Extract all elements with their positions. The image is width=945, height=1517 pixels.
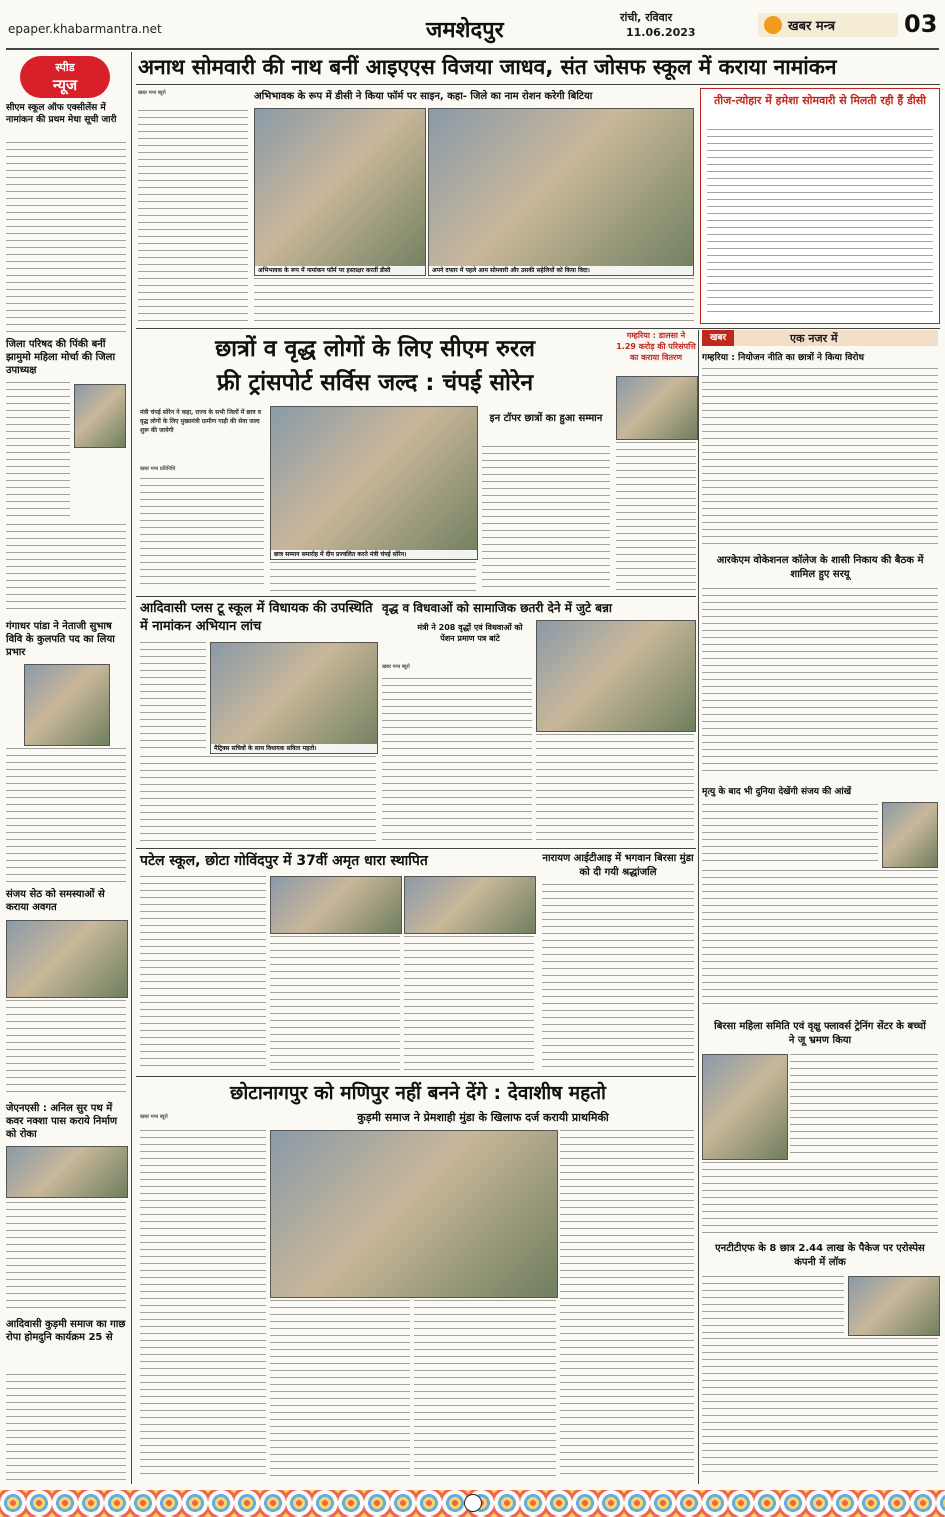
side-box-body (707, 129, 933, 317)
vridh-photo (536, 620, 696, 732)
speed-news-headline: गंगाधर पांडा ने नेताजी सुभाष विवि के कुलपति पद का लिया प्रभार (6, 621, 115, 658)
lead-photo-form-signing (254, 108, 426, 276)
adivasi-headline: आदिवासी प्लस टू स्कूल में विधायक की उपस्थिति में नामांकन अभियान लांच (140, 601, 373, 634)
lead-headline: अनाथ सोमवारी की नाथ बनीं आइएएस विजया जाधव, संत जोसफ स्कूल में कराया नामांकन (138, 55, 837, 79)
header-rule (6, 48, 939, 50)
speed-news-headline: सीएम स्कूल ऑफ एक्सीलेंस में नामांकन की प्रथम मेधा सूची जारी (6, 103, 117, 125)
ek-nazar-body (702, 804, 878, 866)
ek-nazar-body (702, 870, 938, 1010)
speed-news-body (6, 142, 126, 332)
devashish-body-col4 (560, 1130, 694, 1480)
speed-news-headline: आदिवासी कुड़मी समाज का गाछ रोपा होमदुनि कार्यक्रम 25 से (6, 1319, 126, 1343)
ek-nazar-body (702, 1338, 938, 1478)
ek-nazar-headline: एनटीटीएफ के 8 छात्र 2.44 लाख के पैकेज पर एरोस्पेस कंपनी में लॉक (715, 1243, 925, 1268)
lead-subhead: अभिभावक के रूप में डीसी ने किया फॉर्म पर साइन, कहा- जिले का नाम रोशन करेगी बिटिया (254, 91, 593, 102)
devashish-photo (270, 1130, 558, 1298)
speed-news-logo-top: स्पीड (55, 61, 75, 74)
lead-body-col1 (138, 110, 248, 322)
section-rule (136, 1076, 696, 1077)
vridh-byline: खबर मन्त्र ब्यूरो (382, 664, 410, 670)
devashish-body-col2 (270, 1300, 410, 1480)
registration-mark-icon (464, 1494, 482, 1512)
ek-nazar-body (702, 1276, 844, 1334)
ek-nazar-column (702, 330, 938, 1484)
lead-photo-caption: अभिभावक के रूप में नामांकन फॉर्म पर हस्ताक्षर करतीं डीसी (255, 266, 425, 275)
narayan-headline: नारायण आईटीआइ में भगवान बिरसा मुंडा को दी गयी श्रद्धांजलि (542, 853, 694, 878)
lead-photo-caption: अपने दफ्तर में पहले आम सोमवारी और उसकी सहेलियों को किया विदा। (429, 266, 693, 275)
speed-news-column (6, 52, 128, 1484)
adivasi-body-left (140, 642, 206, 750)
ek-nazar-label: एक नजर में (790, 332, 838, 345)
speed-news-body (6, 748, 126, 884)
speed-news-logo (20, 56, 110, 98)
header-place-day: रांची, रविवार (620, 11, 673, 24)
lead-byline: खबर मन्त्र ब्यूरो (138, 90, 166, 96)
city-name: जमशेदपुर (426, 18, 504, 43)
cm-event-photo (270, 406, 478, 560)
brand-pill (758, 13, 898, 37)
gamharia-box-title: गम्हरिया : डालसा ने 1.29 करोड़ की परिसंपत्ति का कराया वितरण (616, 331, 696, 362)
adivasi-photo (210, 642, 378, 754)
students-photo (848, 1276, 940, 1336)
brand-logo-icon (764, 16, 782, 34)
section-rule (136, 848, 696, 849)
meeting-photo (6, 920, 128, 998)
speed-news-logo-bottom: न्यूज (52, 76, 78, 94)
page-header (0, 0, 945, 50)
cm-body-col3 (482, 446, 610, 592)
ek-nazar-headline: गम्हरिया : नियोजन नीति का छात्रों ने किया विरोध (702, 353, 864, 363)
cm-kicker: मंत्री चंपई सोरेन ने कहा, राज्य के सभी जिलों में छात्र व वृद्ध लोगों के लिए मुख्यमंत्री ग्रामीण गाड़ी की सेवा जल्द शुरू की जायेगी (140, 409, 261, 434)
cm-headline-line1: छात्रों व वृद्ध लोगों के लिए सीएम रुरल (215, 336, 535, 362)
patel-photo (270, 876, 402, 934)
patel-body-col1 (140, 876, 266, 1072)
devashish-body-col1 (140, 1130, 266, 1480)
zoo-trip-photo (702, 1054, 788, 1160)
construction-photo (6, 1146, 128, 1198)
speed-news-headline: जिला परिषद की पिंकी बनीं झामुमो महिला मोर्चा की जिला उपाध्यक्ष (6, 339, 116, 376)
adivasi-photo-caption: मैट्रिक्स सचिवों के साथ विधायक सविता महतो। (211, 744, 377, 753)
column-divider (131, 52, 132, 1484)
patel-photo-2 (404, 876, 536, 934)
site-url[interactable]: epaper.khabarmantra.net (8, 22, 162, 36)
ek-nazar-body (702, 368, 938, 546)
narayan-body (542, 884, 694, 1072)
portrait-photo (882, 802, 938, 868)
lead-body-bottom (254, 278, 694, 322)
brand-name: खबर मन्त्र (788, 19, 836, 34)
ek-nazar-body (790, 1054, 938, 1158)
gamharia-body (616, 442, 696, 592)
vridh-body (536, 734, 694, 844)
patel-body-col3 (404, 936, 534, 1072)
cm-headline-line2: फ्री ट्रांसपोर्ट सर्विस जल्द : चंपई सोरेन (216, 370, 534, 396)
header-date: 11.06.2023 (626, 26, 696, 39)
devashish-byline: खबर मन्त्र ब्यूरो (140, 1114, 168, 1120)
speed-news-body (6, 1000, 126, 1098)
vridh-body (382, 678, 532, 844)
ek-nazar-tag: खबर (702, 330, 734, 346)
side-box-title: तीज-त्योहार में हमेशा सोमवारी से मिलती रही हैं डीसी (713, 94, 927, 107)
devashish-body-col3 (414, 1300, 556, 1480)
speed-news-body (6, 382, 70, 522)
vridh-subhead: मंत्री ने 208 वृद्धों एवं विधवाओं को पेंशन प्रमाण पत्र बांटे (417, 623, 523, 643)
page-number: 03 (904, 10, 938, 38)
cm-body-col1 (140, 478, 264, 590)
cm-toppers-title: इन टॉपर छात्रों का हुआ सम्मान (489, 413, 603, 424)
column-divider (698, 330, 699, 1484)
cm-photo-caption: छात्र सम्मान समारोह में दीप प्रज्वलित करते मंत्री चंपई सोरेन। (271, 550, 477, 559)
lead-rule (136, 84, 940, 85)
portrait-photo (24, 664, 110, 746)
ek-nazar-body (702, 1162, 938, 1234)
section-rule (136, 328, 940, 329)
lead-photo-dc-with-girls (428, 108, 694, 276)
section-rule (136, 596, 696, 597)
cm-byline: खबर मन्त्र प्रतिनिधि (140, 466, 176, 472)
ek-nazar-headline: बिरसा महिला समिति एवं वृक्षु फ्लावर्स ट्रेनिंग सेंटर के बच्चों ने जू भ्रमण किया (714, 1021, 926, 1046)
portrait-photo (74, 384, 126, 448)
speed-news-body (6, 1202, 126, 1314)
side-box (700, 88, 940, 324)
patel-headline: पटेल स्कूल, छोटा गोविंदपुर में 37वीं अमृत धारा स्थापित (140, 853, 428, 869)
patel-body-col2 (270, 936, 400, 1072)
speed-news-headline: संजय सेठ को समस्याओं से कराया अवगत (6, 889, 105, 913)
adivasi-body-bottom (140, 756, 376, 844)
ek-nazar-headline: मृत्यु के बाद भी दुनिया देखेंगी संजय की आंखें (702, 787, 852, 797)
speed-news-body (6, 1374, 126, 1482)
ek-nazar-banner (702, 330, 938, 346)
gamharia-photo (616, 376, 698, 440)
cm-body-col2 (270, 562, 476, 592)
vridh-headline: वृद्ध व विधवाओं को सामाजिक छतरी देने में जुटे बन्ना (382, 601, 613, 615)
ek-nazar-headline: आरकेएम वोकेशनल कॉलेज के शासी निकाय की बैठक में शामिल हुए सरयू (716, 555, 924, 580)
speed-news-headline: जेएनएसी : अनिल सुर पथ में कवर नक्शा पास कराये निर्माण को रोका (6, 1103, 118, 1140)
devashish-headline: छोटानागपुर को मणिपुर नहीं बनने देंगे : देवाशीष महतो (230, 1082, 606, 1104)
gamharia-box (616, 330, 696, 592)
ek-nazar-body (702, 588, 938, 776)
speed-news-body (6, 524, 126, 614)
devashish-subhead: कुड़मी समाज ने प्रेमशाही मुंडा के खिलाफ दर्ज करायी प्राथमिकी (357, 1111, 609, 1124)
